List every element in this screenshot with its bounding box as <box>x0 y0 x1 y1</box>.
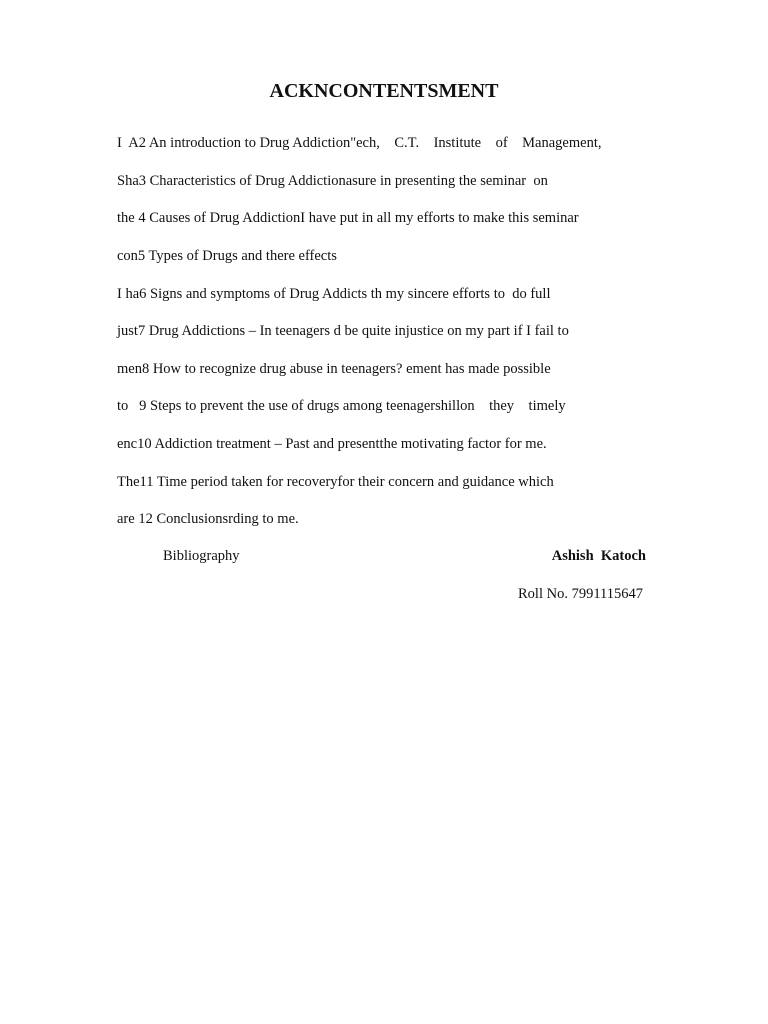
bibliography-entry: Bibliography <box>163 548 240 564</box>
body-line-5: I ha6 Signs and symptoms of Drug Addicts th my sincere efforts to do full <box>117 286 551 302</box>
body-line-3: the 4 Causes of Drug AddictionI have put in all my efforts to make this seminar <box>117 210 579 226</box>
body-line-9: enc10 Addiction treatment – Past and presentthe motivating factor for me. <box>117 436 547 452</box>
body-line-6: just7 Drug Addictions – In teenagers d be quite injustice on my part if I fail to <box>117 323 569 339</box>
body-line-8: to 9 Steps to prevent the use of drugs among teenagershillon they timely <box>117 398 566 414</box>
body-line-1: I A2 An introduction to Drug Addiction"ech, C.T. Institute of Management, <box>117 135 602 151</box>
signature-name: Ashish Katoch <box>551 548 646 564</box>
signature-roll-number: Roll No. 7991115647 <box>518 586 643 602</box>
body-line-7: men8 How to recognize drug abuse in teenagers? ement has made possible <box>117 361 551 377</box>
body-line-4: con5 Types of Drugs and there effects <box>117 248 337 264</box>
body-line-10: The11 Time period taken for recoveryfor their concern and guidance which <box>117 474 554 490</box>
document-title: ACKNCONTENTSMENT <box>269 80 499 102</box>
body-line-2: Sha3 Characteristics of Drug Addictionasure in presenting the seminar on <box>117 173 548 189</box>
body-line-11: are 12 Conclusionsrding to me. <box>117 511 299 527</box>
